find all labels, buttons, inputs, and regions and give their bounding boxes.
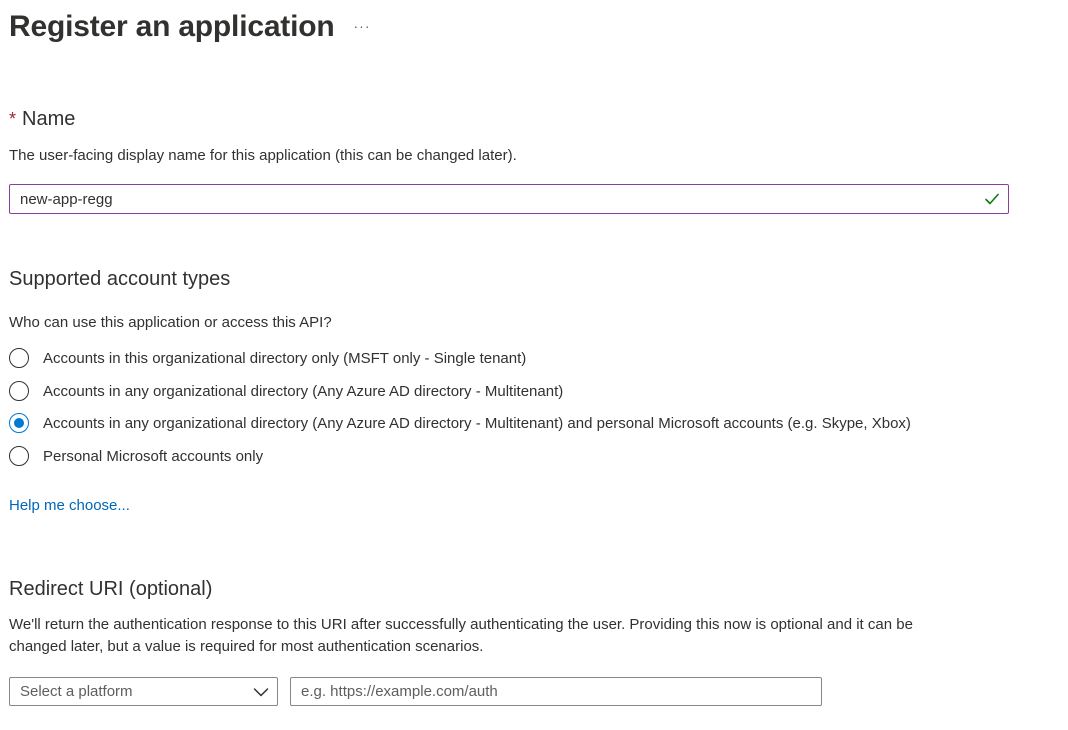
platform-dropdown[interactable] (9, 677, 278, 706)
redirect-uri-description-line1: We'll return the authentication response to this URI after successfully authenticating the user. Providing this now is optional and it can be (9, 616, 913, 633)
redirect-uri-title: Redirect URI (optional) (9, 578, 213, 600)
radio-button-selected[interactable] (9, 413, 29, 433)
redirect-uri-description-line2: changed later, but a value is required for most authentication scenarios. (9, 638, 484, 655)
name-input[interactable] (10, 185, 970, 213)
name-description: The user-facing display name for this application (this can be changed later). (9, 147, 517, 164)
name-field[interactable] (9, 184, 1009, 214)
radio-button[interactable] (9, 446, 29, 466)
platform-dropdown-value: Select a platform (20, 683, 133, 700)
account-type-option-multitenant[interactable] (9, 379, 563, 403)
account-types-question: Who can use this application or access this API? (9, 314, 332, 331)
account-type-option-personal-only[interactable] (9, 444, 263, 468)
name-label: Name (22, 108, 76, 130)
name-section-title (9, 106, 75, 132)
help-me-choose-link[interactable]: Help me choose... (9, 497, 130, 514)
account-types-title: Supported account types (9, 268, 231, 290)
radio-label: Accounts in any organizational directory (Any Azure AD directory - Multitenant) (43, 382, 564, 400)
checkmark-icon (984, 191, 1000, 207)
redirect-uri-input[interactable] (290, 677, 822, 706)
radio-label: Accounts in any organizational directory (Any Azure AD directory - Multitenant) and personal Microsoft accounts (e.g. Skype, Xbox) (43, 414, 911, 432)
page-title: Register an application (9, 10, 335, 43)
chevron-down-icon (253, 685, 269, 699)
radio-button[interactable] (9, 381, 29, 401)
required-marker: * (9, 109, 17, 129)
account-type-option-single-tenant[interactable] (9, 346, 526, 370)
radio-label: Accounts in this organizational directory only (MSFT only - Single tenant) (43, 349, 527, 367)
more-options-button[interactable]: ··· (353, 18, 371, 34)
radio-button[interactable] (9, 348, 29, 368)
radio-label: Personal Microsoft accounts only (43, 447, 264, 465)
account-type-option-multitenant-personal[interactable] (9, 411, 911, 435)
